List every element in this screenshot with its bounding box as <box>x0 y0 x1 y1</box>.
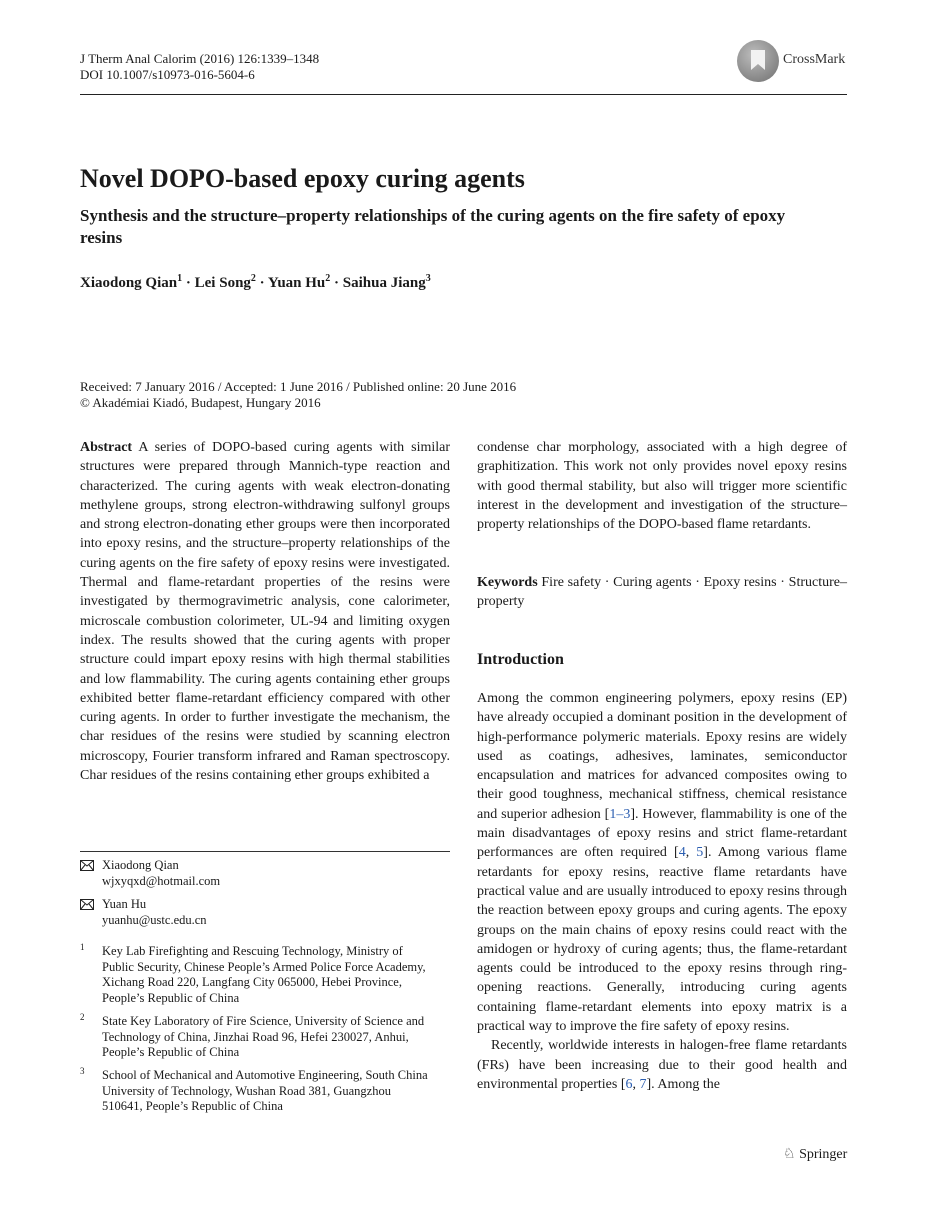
affiliation-number: 3 <box>80 1066 85 1076</box>
citation-link[interactable]: 4 <box>678 845 686 861</box>
publication-history <box>80 379 516 411</box>
keywords <box>477 573 847 612</box>
abstract-continued <box>477 438 847 534</box>
article-subtitle: Synthesis and the structure–property relationships of the curing agents on the fire safety of epoxy resins <box>80 206 786 247</box>
intro-text: Among the common engineering polymers, epoxy resins (EP) have already occupied a dominant position in the development of high-performance polymeric materials. Epoxy resins are widely used as coatings, adhesives, laminates, semiconductor encapsulation and matrices for advanced composites owing to their good toughness, mechanical stiffness, chemical resistance and superior adhesion [ <box>477 691 847 822</box>
corresponding-name: Xiaodong Qian <box>102 858 179 872</box>
author-separator: · <box>259 275 265 291</box>
citation-link[interactable]: 7 <box>639 1076 647 1092</box>
keywords-label: Keywords <box>477 575 538 590</box>
copyright-line: © Akadémiai Kiadó, Budapest, Hungary 2016 <box>80 395 321 410</box>
springer-horse-icon: ♘ <box>783 1147 796 1162</box>
citation-link[interactable]: 5 <box>696 845 704 861</box>
author-affiliation-ref: 3 <box>425 273 431 284</box>
corresponding-name: Yuan Hu <box>102 897 147 911</box>
author-name[interactable]: Lei Song <box>194 275 251 291</box>
envelope-icon <box>80 860 94 876</box>
author-affiliation-ref: 2 <box>325 273 331 284</box>
introduction-heading: Introduction <box>477 651 564 668</box>
citation-link[interactable]: 1–3 <box>609 806 631 822</box>
citation-link[interactable]: 6 <box>625 1076 633 1092</box>
author-affiliation-ref: 2 <box>250 273 256 284</box>
keywords-text: Fire safety · Curing agents · Epoxy resins · Structure–property <box>477 575 847 610</box>
affiliation: Key Lab Firefighting and Rescuing Technology, Ministry of Public Security, Chinese People’s Armed Police Force Academy, Xichang Road 220, Langfang City 065000, Hebei Province, People’s Republic of China <box>102 944 426 1005</box>
affiliation-number: 2 <box>80 1012 85 1022</box>
corresponding-author-2 <box>102 897 207 928</box>
author-name[interactable]: Yuan Hu <box>267 275 326 291</box>
corresponding-email[interactable]: wjxyqxd@hotmail.com <box>102 873 221 888</box>
author-name[interactable]: Saihua Jiang <box>342 275 426 291</box>
corresponding-email[interactable]: yuanhu@ustc.edu.cn <box>102 912 207 927</box>
publication-dates: Received: 7 January 2016 / Accepted: 1 June 2016 / Published online: 20 June 2016 <box>80 379 517 394</box>
corresponding-author-1 <box>102 858 220 889</box>
doi[interactable]: DOI 10.1007/s10973-016-5604-6 <box>80 67 255 82</box>
abstract-text: A series of DOPO-based curing agents with similar structures were prepared through Mannich-type reaction and characterized. The curing agents with weak electron-donating methylene groups, strong electron-withdrawing sulfonyl groups and strong electron-donating ether groups were then incorporated into epoxy resins, and the structure–property relationships of the curing agents on the fire safety of epoxy resins were investigated. Thermal and flame-retardant properties of the resins were investigated by thermogravimetric analysis, cone calorimeter, microscale combustion colorimeter, UL-94 and limiting oxygen index. The results showed that the curing agents with proper structure could impart epoxy resins with high thermal stabilities and low flammability. The curing agents containing ether groups exhibited better flame-retardant efficiency compared with other curing agents. In order to further investigate the mechanism, the char residues of the resins were studied by scanning electron microscopy, Fourier transform infrared and Raman spectroscopy. Char residues of the resins containing ether groups exhibited a <box>80 440 450 784</box>
intro-paragraph-2: Recently, worldwide interests in halogen-free flame retardants (FRs) have been increasing due to their good health and environmental properties [6, 7]. Among the <box>477 1038 847 1092</box>
crossmark-badge[interactable] <box>737 40 847 82</box>
publisher-name: Springer <box>799 1147 848 1162</box>
article-title: Novel DOPO-based epoxy curing agents <box>80 164 525 193</box>
author-separator: · <box>334 275 340 291</box>
intro-paragraph-1: Among the common engineering polymers, epoxy resins (EP) have already occupied a dominant position in the development of high-performance polymeric materials. Epoxy resins are widely used as coatings, adhesives, laminates, semiconductor encapsulation and matrices for advanced composites owing to their good toughness, mechanical stiffness, chemical resistance and superior adhesion [1–3]. However, flammability is one of the main disadvantages of epoxy resins and strict flame-retardant performances are often required [4, 5]. Among various flame retardants for epoxy resins, reactive flame retardants have practical value and are usually introduced to epoxy resins through the reaction between epoxy groups and curing agents. The epoxy groups on the main chains of epoxy resins could react with the amidogen or hydroxy of curing agents; thus, the flame-retardant agents could be introduced to the epoxy resins through ring-opening reactions. Generally, introducing curing agents containing flame-retardant elements into epoxy matrix is a practical way to improve the fire safety of epoxy resins. <box>477 691 848 1035</box>
intro-text: ]. However, flammability is one of the main disadvantages of epoxy resins and strict flame-retardant performances are often required [ <box>477 806 847 861</box>
author-name[interactable]: Xiaodong Qian <box>80 275 178 291</box>
affiliation: School of Mechanical and Automotive Engineering, South China University of Technology, Wushan Road 381, Guangzhou 510641, People’s Republic of China <box>102 1068 428 1113</box>
header-divider <box>80 94 847 95</box>
publisher-logo <box>783 1146 847 1163</box>
crossmark-label: CrossMark <box>783 52 846 67</box>
envelope-icon <box>80 899 94 915</box>
footnote-divider <box>80 851 450 852</box>
affiliation: State Key Laboratory of Fire Science, University of Science and Technology of China, Jinzhai Road 96, Hefei 230027, Anhui, People’s Republic of China <box>102 1014 425 1059</box>
intro-text: Recently, worldwide interests in halogen-free flame retardants (FRs) have been increasing due to their good health and environmental properties [ <box>477 1038 847 1092</box>
author-separator: · <box>185 275 191 291</box>
intro-text: ]. Among various flame retardants for epoxy resins, reactive flame retardants have practical value and are usually introduced to epoxy resins through the reaction between epoxy groups and curing agents. The epoxy groups on the main chains of epoxy resins could react with the amidogen or hydroxy of curing agents; thus, the flame-retardant agents could be introduced to the epoxy resins through ring-opening reactions. Generally, introducing curing agents containing flame-retardant elements into epoxy matrix is a practical way to improve the fire safety of epoxy resins. <box>477 845 848 1035</box>
author-list <box>80 273 431 292</box>
abstract-continued-text: condense char morphology, associated with a high degree of graphitization. This work not only provides novel epoxy resins with good thermal stability, but also will trigger more scientific interest in the development and investigation of the structure–property relationships of the DOPO-based flame retardants. <box>477 440 847 533</box>
affiliation-number: 1 <box>80 942 85 952</box>
journal-citation: J Therm Anal Calorim (2016) 126:1339–1348 <box>80 51 320 66</box>
journal-header <box>80 51 319 83</box>
abstract-label: Abstract <box>80 440 133 455</box>
introduction-body <box>477 689 847 1094</box>
intro-text: ]. Among the <box>646 1076 721 1092</box>
abstract <box>80 438 450 785</box>
author-affiliation-ref: 1 <box>177 273 183 284</box>
crossmark-icon <box>737 40 779 82</box>
